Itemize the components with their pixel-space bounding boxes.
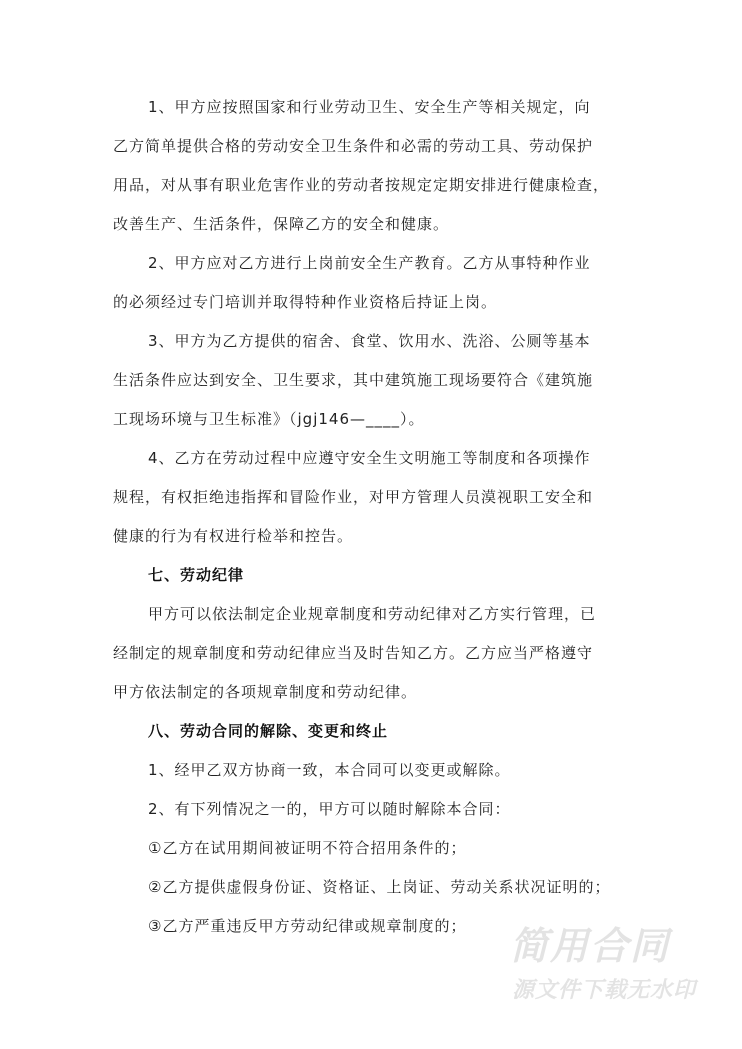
text-line: ①乙方在试用期间被证明不符合招用条件的； (148, 839, 467, 857)
text-line: 3、甲方为乙方提供的宿舍、食堂、饮用水、洗浴、公厕等基本 (148, 332, 591, 350)
paragraph (113, 790, 613, 829)
text-line: 2、甲方应对乙方进行上岗前安全生产教育。乙方从事特种作业 (148, 254, 591, 272)
text-line: 2、有下列情况之一的，甲方可以随时解除本合同： (148, 800, 511, 818)
paragraph (113, 322, 613, 439)
text-line: 甲方依法制定的各项规章制度和劳动纪律。 (113, 683, 418, 701)
text-line: 乙方简单提供合格的劳动安全卫生条件和必需的劳动工具、劳动保护 (113, 137, 594, 155)
paragraph (113, 244, 613, 322)
text-line: ②乙方提供虚假身份证、资格证、上岗证、劳动关系状况证明的； (148, 878, 611, 896)
text-line: 1、经甲乙双方协商一致，本合同可以变更或解除。 (148, 761, 511, 779)
text-line: 规程，有权拒绝违指挥和冒险作业，对甲方管理人员漠视职工安全和 (113, 488, 594, 506)
text-line: 七、劳动纪律 (148, 566, 245, 584)
text-line: ③乙方严重违反甲方劳动纪律或规章制度的； (148, 917, 467, 935)
watermark-title: 简用合同 (510, 924, 671, 968)
text-line: 甲方可以依法制定企业规章制度和劳动纪律对乙方实行管理，已 (148, 605, 597, 623)
section-heading (113, 712, 613, 751)
text-line: 1、甲方应按照国家和行业劳动卫生、安全生产等相关规定，向 (148, 98, 591, 116)
paragraph (113, 88, 613, 244)
paragraph (113, 751, 613, 790)
text-line: 改善生产、生活条件，保障乙方的安全和健康。 (113, 215, 450, 233)
text-line: 用品，对从事有职业危害作业的劳动者按规定定期安排进行健康检查， (113, 176, 610, 194)
text-line: 4、乙方在劳动过程中应遵守安全生文明施工等制度和各项操作 (148, 449, 591, 467)
paragraph (113, 829, 613, 868)
paragraph (113, 868, 613, 907)
paragraph (113, 595, 613, 712)
paragraph (113, 439, 613, 556)
text-line: 工现场环境与卫生标准》（jgj146—____）。 (113, 410, 425, 428)
document-body (113, 88, 613, 946)
watermark-subtitle: 源文件下载无水印 (512, 978, 697, 1003)
text-line: 的必须经过专门培训并取得特种作业资格后持证上岗。 (113, 293, 498, 311)
text-line: 生活条件应达到安全、卫生要求，其中建筑施工现场要符合《建筑施 (113, 371, 594, 389)
text-line: 健康的行为有权进行检举和控告。 (113, 527, 354, 545)
text-line: 八、劳动合同的解除、变更和终止 (148, 722, 389, 740)
section-heading (113, 556, 613, 595)
text-line: 经制定的规章制度和劳动纪律应当及时告知乙方。乙方应当严格遵守 (113, 644, 594, 662)
